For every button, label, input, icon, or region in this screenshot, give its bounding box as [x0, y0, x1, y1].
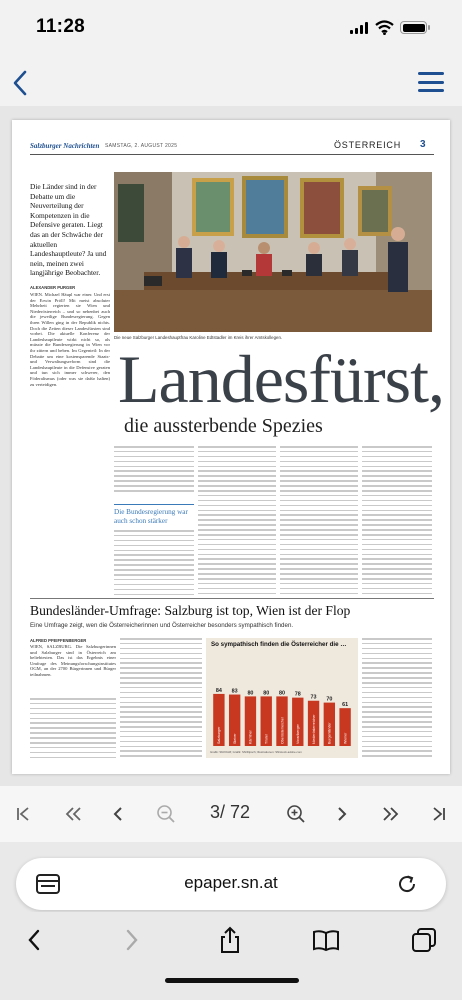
page-navigation-bar	[0, 786, 462, 842]
chart-category-label: Burgenländer	[327, 722, 332, 744]
chevron-left-icon	[110, 805, 126, 823]
survey-chart	[206, 638, 358, 758]
chart-category-label: Niederösterreicher	[311, 714, 316, 744]
chart-source: Grafik: SN/OGM; Grafik: SN/Dipsch; Illustrationen: SN/stock.adobe.com	[210, 750, 302, 754]
double-chevron-right-icon	[380, 805, 400, 823]
share-button[interactable]	[210, 920, 250, 960]
status-bar	[0, 0, 462, 56]
bookmarks-button[interactable]	[306, 920, 346, 960]
zoom-in-icon	[286, 804, 306, 824]
browser-forward-button[interactable]	[112, 920, 152, 960]
dateline: SAMSTAG, 2. AUGUST 2025	[105, 143, 178, 149]
clock: 11:28	[36, 16, 86, 37]
epaper-viewer	[0, 106, 462, 786]
second-author: ALFRED PFEIFFENBERGER	[30, 638, 87, 643]
total-pages: / 72	[219, 802, 251, 822]
article-column-2	[114, 446, 194, 496]
app-header	[0, 56, 462, 106]
first-page-button[interactable]	[4, 794, 44, 834]
section-title: ÖSTERREICH	[334, 140, 402, 150]
chevron-right-icon	[124, 928, 140, 952]
battery-icon	[400, 21, 427, 34]
author-line: ALEXANDER PURGER	[30, 285, 76, 290]
page-indicator	[190, 802, 270, 823]
hamburger-menu-icon[interactable]	[418, 72, 444, 92]
chart-value-label: 78	[294, 691, 301, 698]
cellular-signal-icon	[350, 22, 369, 34]
jump-back-button[interactable]	[54, 794, 94, 834]
book-icon	[312, 928, 340, 952]
headline: Landesfürst,	[118, 341, 445, 417]
address-bar[interactable]	[16, 858, 446, 910]
chart-category-label: Steirer	[232, 733, 237, 744]
chevron-left-icon	[26, 928, 42, 952]
chart-category-label: Vorarlberger	[296, 724, 301, 744]
newspaper-page[interactable]	[12, 120, 450, 774]
chart-value-label: 73	[310, 694, 317, 701]
previous-page-button[interactable]	[98, 794, 138, 834]
photo-caption: Die neue Salzburger Landeshauptfrau Karoline Edtstadler im Kreis ihrer Amtskollegen.	[114, 335, 283, 340]
page-number: 3	[420, 139, 426, 150]
zoom-out-button[interactable]	[146, 794, 186, 834]
zoom-in-button[interactable]	[276, 794, 316, 834]
first-page-icon	[15, 805, 33, 823]
chart-category-label: Oberösterreicher	[280, 717, 285, 744]
masthead-rule	[30, 154, 434, 155]
article-column-3	[198, 446, 276, 600]
second-article-column-4	[362, 638, 432, 760]
chevron-right-icon	[334, 805, 350, 823]
last-page-icon	[429, 805, 447, 823]
jump-forward-button[interactable]	[370, 794, 410, 834]
cover-photo	[114, 172, 432, 332]
browser-back-button[interactable]	[14, 920, 54, 960]
zoom-out-icon	[156, 804, 176, 824]
back-arrow-icon[interactable]	[8, 68, 34, 98]
second-article-column-1: WIEN, SALZBURG. Die Salzburgerinnen und Salzburger sind in Österreich am beliebtesten. Das ist das Ergebnis einer Umfrage des Meinungsforschungsinstitutes OGM, an der 2700 Bürgerinnen und Bürger teilnahmen.	[30, 644, 116, 677]
article-column-2b	[114, 530, 194, 600]
share-icon	[218, 926, 242, 954]
pull-quote: Die Bundesregierung war auch schon stärker	[114, 508, 188, 525]
chart-value-label: 83	[231, 688, 238, 695]
tabs-button[interactable]	[404, 920, 444, 960]
second-article-column-2	[120, 638, 202, 760]
current-page: 3	[209, 802, 220, 822]
next-page-button[interactable]	[322, 794, 362, 834]
chart-category-label: Wiener	[343, 732, 348, 744]
subheadline: die aussterbende Spezies	[124, 415, 323, 437]
article-column-4	[280, 446, 358, 600]
chart-value-label: 80	[279, 690, 285, 697]
section-divider	[30, 598, 434, 599]
chart-category-label: Salzburger	[217, 726, 222, 744]
chart-category-label: Kärntner	[248, 730, 253, 744]
chart-value-label: 61	[342, 702, 349, 709]
wifi-icon	[375, 20, 394, 35]
lead-intro: Die Länder sind in der Debatte um die Neuverteilung der Kompetenzen in die Defensive geraten. Liegt das an der Schwäche der aktuellen Landeshauptleute? Ja und nein, meinen zwei langjährige Beobachter.	[30, 182, 107, 278]
chart-title: So sympathisch finden die Österreicher die …	[211, 641, 347, 648]
second-subline: Eine Umfrage zeigt, wen die Österreicherinnen und Österreicher besonders sympathisch finden.	[30, 622, 294, 629]
chart-value-label: 80	[263, 690, 270, 697]
chart-value-label: 70	[326, 696, 333, 703]
double-chevron-left-icon	[64, 805, 84, 823]
browser-toolbar	[0, 912, 462, 1000]
chart-value-label: 84	[215, 687, 222, 694]
masthead-logo: Salzburger Nachrichten	[30, 142, 100, 150]
article-column-1: WIEN. Michael Häupl war einer. Und erst der Erwin Pröll! Mit meist absoluter Mehrheit regierten sie Wien und Niederösterreich – und so nebenbei auch die jeweilige Bundesregierung. Gegen ihren Willen ging in der Republik nichts. Doch die Zeiten dieser Landesfürsten sind vorbei. Die aktuelle Konferenz der Landeshauptleute wirkt nicht so, als müsste die Bundesregierung in Wien vor ihr zittern und beben. Im Gegenteil: In der Debatte um eine kostensparende Staats- und Verwaltungsreform sind die Landeshauptleute in die Defensive geraten und tun sich immer schwerer, den Föderalismus (oder was sie dafür halten) zu verteidigen.	[30, 292, 110, 387]
reload-icon[interactable]	[396, 873, 418, 895]
browser-address-area	[0, 842, 462, 912]
second-article-column-1b	[30, 698, 116, 760]
pull-quote-rule	[114, 504, 194, 505]
url-text[interactable]: epaper.sn.at	[184, 873, 278, 892]
chart-plot	[206, 656, 358, 748]
last-page-button[interactable]	[418, 794, 458, 834]
tabs-icon	[411, 927, 437, 953]
chart-category-label: Tiroler	[264, 733, 269, 744]
home-indicator	[165, 978, 299, 983]
chart-value-label: 80	[247, 690, 254, 697]
second-headline: Bundesländer-Umfrage: Salzburg ist top, Wien ist der Flop	[30, 603, 351, 618]
article-column-5	[362, 446, 432, 600]
